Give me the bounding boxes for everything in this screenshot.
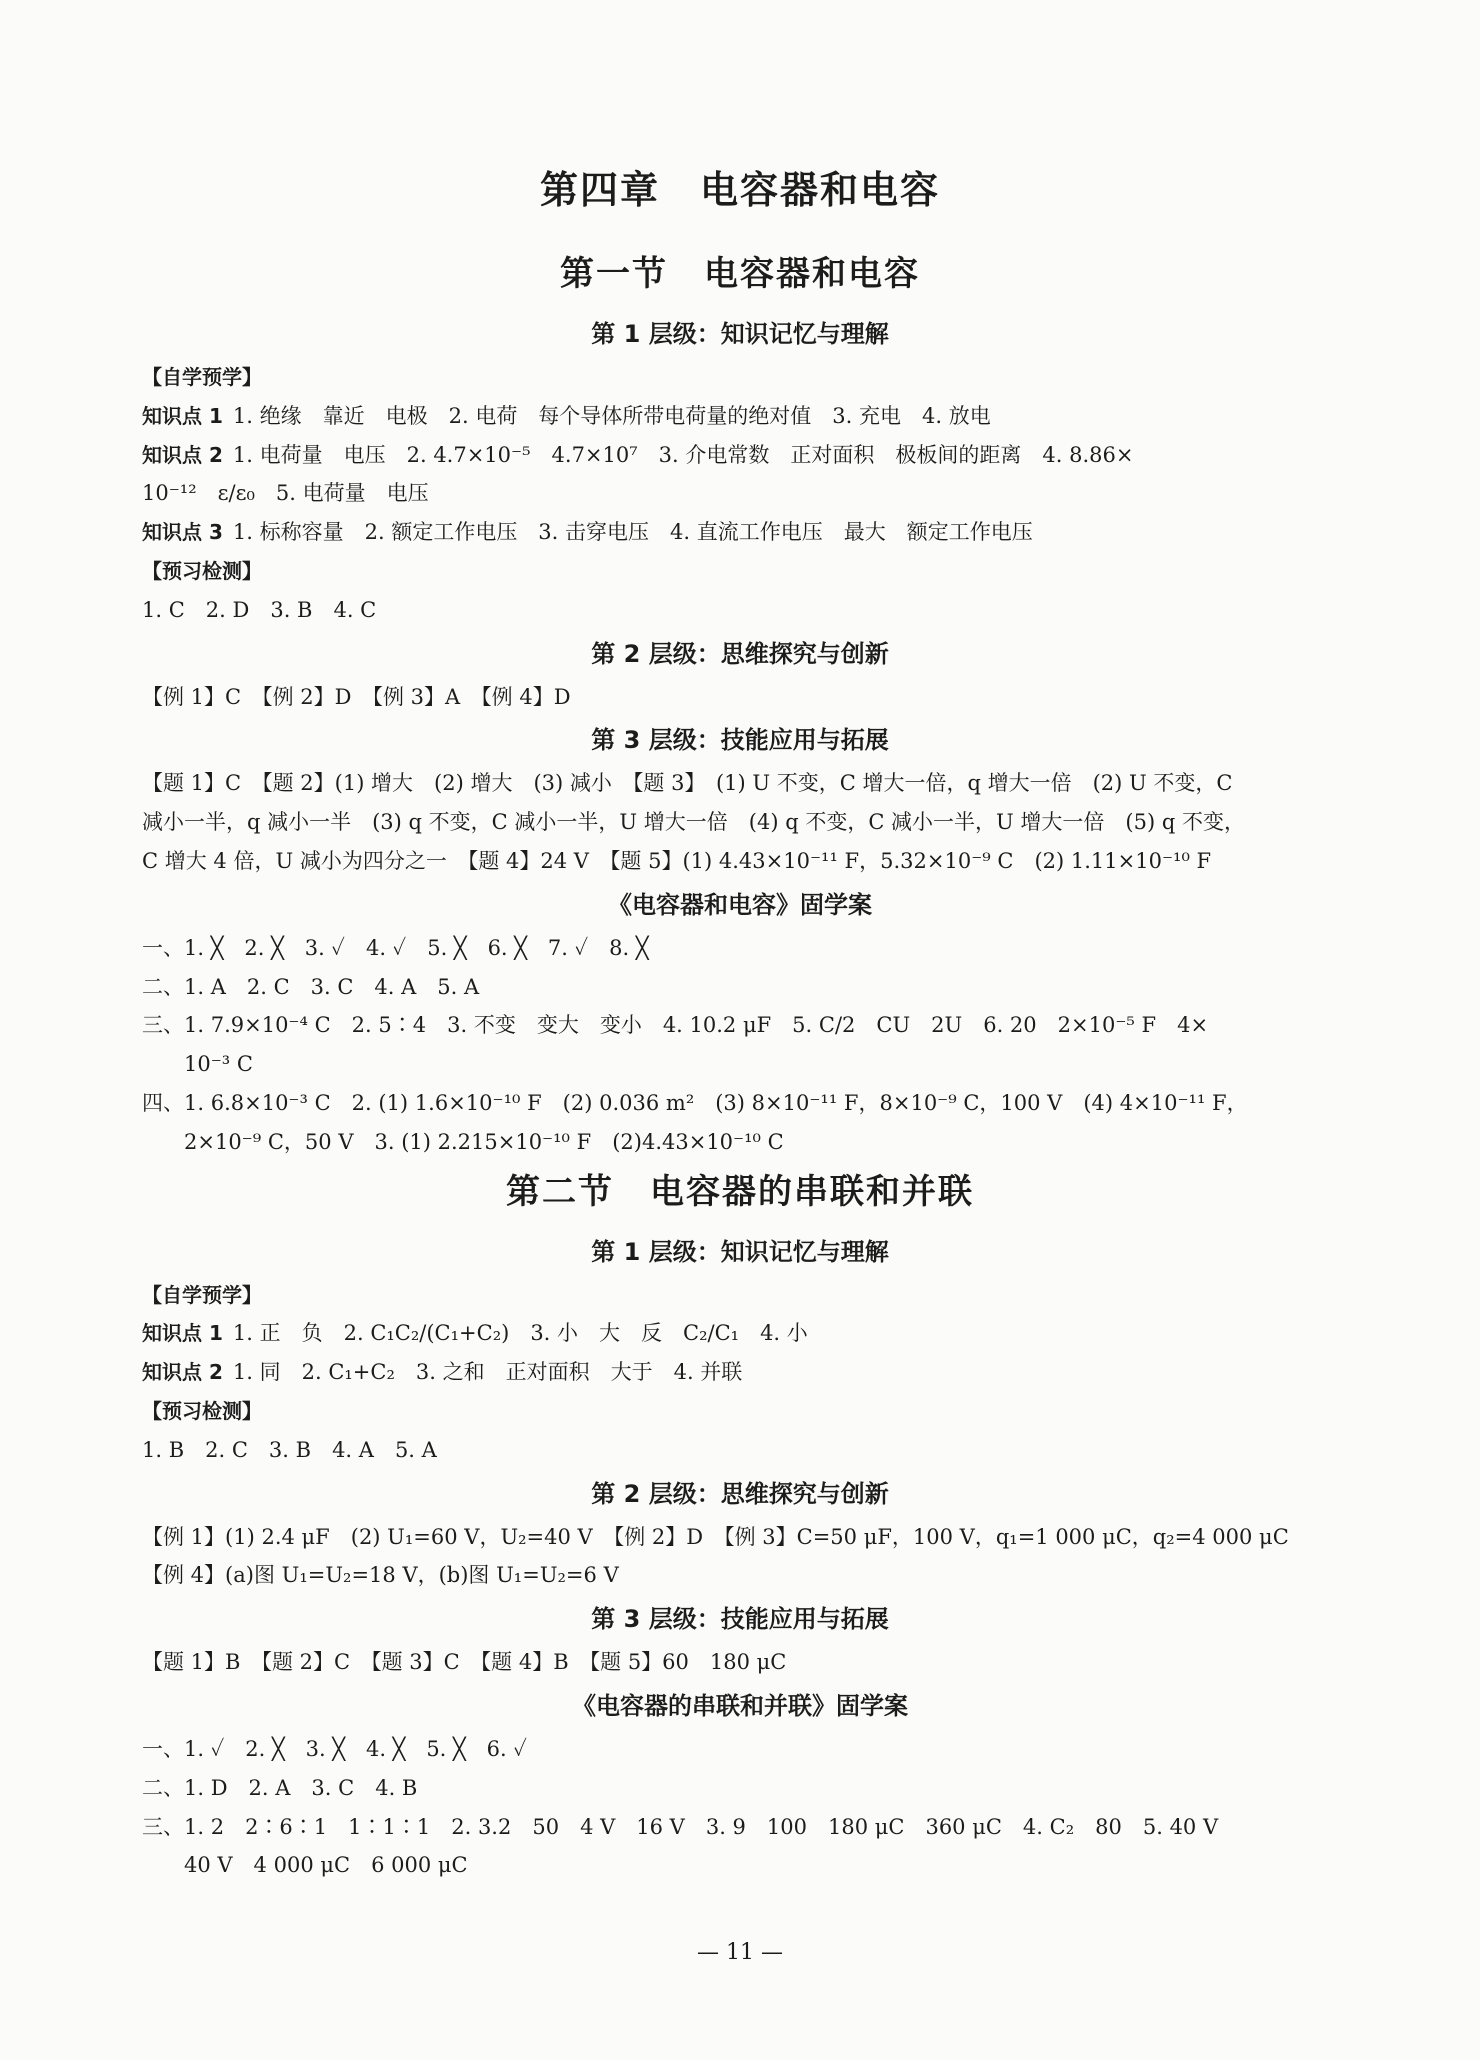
review-answers-line: 一、1. ╳ 2. ╳ 3. ✓ 4. ✓ 5. ╳ 6. ╳ 7. ✓ 8. ╳ [142, 935, 649, 960]
review-answers-line: 一、1. ✓ 2. ╳ 3. ╳ 4. ╳ 5. ╳ 6. ✓ [142, 1736, 527, 1761]
knowledge-point-line [142, 436, 1338, 475]
exercise-answers: 【题 1】B 【题 2】C 【题 3】C 【题 4】B 【题 5】60 180 μC [142, 1650, 787, 1675]
review-title: 《电容器和电容》固学案 [608, 890, 872, 919]
review-title: 《电容器的串联和并联》固学案 [572, 1691, 908, 1720]
review-answers-line: 二、1. A 2. C 3. C 4. A 5. A [142, 974, 480, 999]
check-label: 【预习检测】 [142, 1398, 262, 1423]
exercise-answers-line: C 增大 4 倍，U 减小为四分之一 【题 4】24 V 【题 5】(1) 4.43×10⁻¹¹ F，5.32×10⁻⁹ C (2) 1.11×10⁻¹⁰ F [142, 848, 1212, 873]
level-title: 第 3 层级：技能应用与拓展 [591, 726, 889, 755]
knowledge-point-label: 知识点 2 [142, 442, 223, 467]
review-answers-continuation: 40 V 4 000 μC 6 000 μC [184, 1853, 468, 1878]
chapter-title: 第四章 电容器和电容 [539, 168, 940, 212]
exercise-answers-line: 【题 1】C 【题 2】(1) 增大 (2) 增大 (3) 减小 【题 3】 (1) U 不变，C 增大一倍，q 增大一倍 (2) U 不变，C [142, 771, 1233, 796]
level-title: 第 3 层级：技能应用与拓展 [591, 1605, 889, 1634]
example-answers-line: 【例 1】(1) 2.4 μF (2) U₁=60 V，U₂=40 V 【例 2】D 【例 3】C=50 μF，100 V，q₁=1 000 μC，q₂=4 000 μC [142, 1524, 1289, 1549]
example-answers-line: 【例 4】(a)图 U₁=U₂=18 V，(b)图 U₁=U₂=6 V [142, 1563, 619, 1588]
example-answers: 【例 1】C 【例 2】D 【例 3】A 【例 4】D [142, 684, 571, 709]
knowledge-point-line [142, 1353, 1338, 1392]
section-title: 第二节 电容器的串联和并联 [506, 1171, 974, 1212]
page-number: — 11 — [697, 1940, 783, 1965]
review-answers-line: 四、1. 6.8×10⁻³ C 2. (1) 1.6×10⁻¹⁰ F (2) 0.036 m² (3) 8×10⁻¹¹ F，8×10⁻⁹ C，100 V (4) 4×10⁻¹¹ F， [142, 1090, 1248, 1115]
level-title: 第 2 层级：思维探究与创新 [591, 639, 889, 668]
level-title: 第 1 层级：知识记忆与理解 [591, 320, 889, 348]
knowledge-point-text: 1. 正 负 2. C₁C₂/(C₁+C₂) 3. 小 大 反 C₂/C₁ 4. 小 [232, 1321, 808, 1346]
section-title: 第一节 电容器和电容 [560, 254, 920, 294]
review-answers-line: 三、1. 7.9×10⁻⁴ C 2. 5∶4 3. 不变 变大 变小 4. 10.2 μF 5. C/2 CU 2U 6. 20 2×10⁻⁵ F 4× [142, 1013, 1209, 1038]
preview-label: 【自学预学】 [142, 1282, 262, 1307]
knowledge-point-text: 1. 同 2. C₁+C₂ 3. 之和 正对面积 大于 4. 并联 [232, 1360, 743, 1385]
knowledge-point-continuation: 10⁻¹² ε/ε₀ 5. 电荷量 电压 [142, 481, 429, 506]
knowledge-point-label: 知识点 1 [142, 1321, 223, 1346]
check-answers: 1. B 2. C 3. B 4. A 5. A [142, 1437, 437, 1462]
review-answers-line: 二、1. D 2. A 3. C 4. B [142, 1775, 418, 1800]
preview-label: 【自学预学】 [142, 365, 262, 389]
knowledge-point-label: 知识点 1 [142, 403, 223, 428]
review-answers-continuation: 10⁻³ C [184, 1052, 253, 1077]
check-label: 【预习检测】 [142, 558, 262, 583]
review-answers-line: 三、1. 2 2∶6∶1 1∶1∶1 2. 3.2 50 4 V 16 V 3. 9 100 180 μC 360 μC 4. C₂ 80 5. 40 V [142, 1814, 1219, 1839]
knowledge-point-line [142, 513, 1338, 552]
knowledge-point-label: 知识点 2 [142, 1360, 223, 1385]
level-title: 第 1 层级：知识记忆与理解 [591, 1237, 889, 1266]
level-title: 第 2 层级：思维探究与创新 [591, 1479, 889, 1508]
knowledge-point-line [142, 397, 1338, 436]
check-answers: 1. C 2. D 3. B 4. C [142, 597, 377, 622]
knowledge-point-text: 1. 电荷量 电压 2. 4.7×10⁻⁵ 4.7×10⁷ 3. 介电常数 正对面积 极板间的距离 4. 8.86× [232, 442, 1134, 467]
knowledge-point-label: 知识点 3 [142, 520, 223, 545]
knowledge-point-line [142, 1314, 1338, 1353]
review-answers-continuation: 2×10⁻⁹ C，50 V 3. (1) 2.215×10⁻¹⁰ F (2)4.43×10⁻¹⁰ C [184, 1129, 784, 1154]
knowledge-point-text: 1. 标称容量 2. 额定工作电压 3. 击穿电压 4. 直流工作电压 最大 额定工作电压 [232, 520, 1033, 545]
exercise-answers-line: 减小一半，q 减小一半 (3) q 不变，C 减小一半，U 增大一倍 (4) q 不变，C 减小一半，U 增大一倍 (5) q 不变， [142, 810, 1245, 835]
knowledge-point-text: 1. 绝缘 靠近 电极 2. 电荷 每个导体所带电荷量的绝对值 3. 充电 4. 放电 [232, 403, 991, 428]
